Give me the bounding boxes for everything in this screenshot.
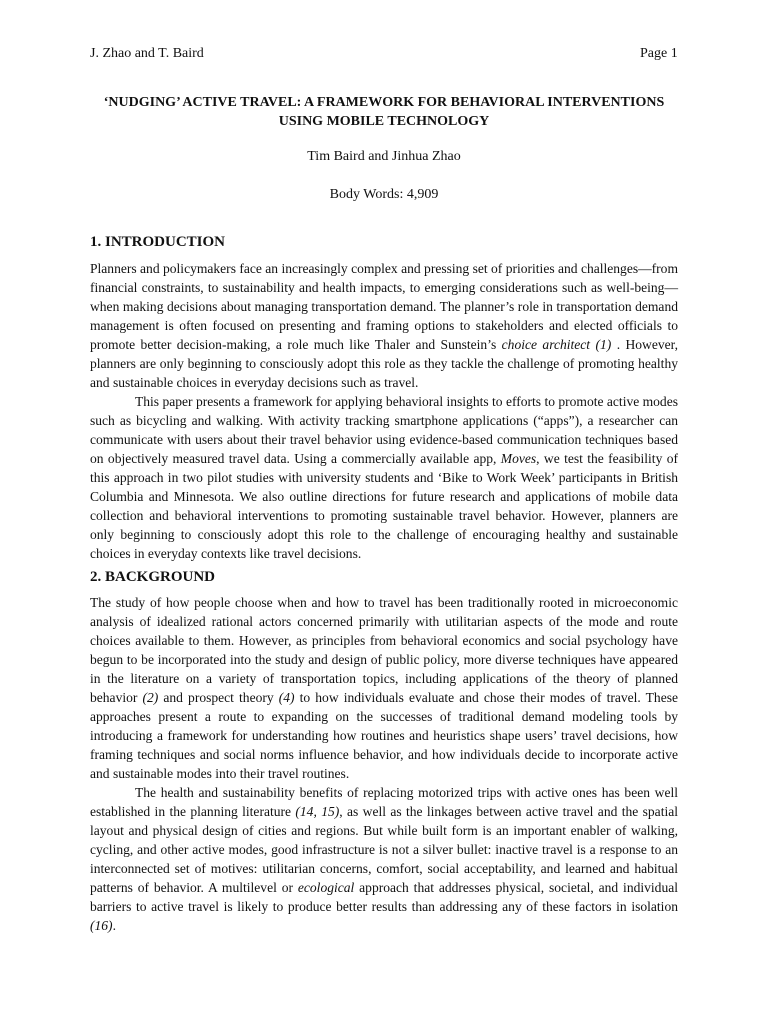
running-header-authors: J. Zhao and T. Baird	[90, 46, 204, 61]
paper-title	[90, 93, 678, 131]
intro-paragraph-2: This paper presents a framework for applying behavioral insights to efforts to promote active modes such as bicycling and walking. With activity tracking smartphone applications (“apps”), a researcher can communicate with users about their travel behavior using evidence-based communication techniques based on objectively measured travel data. Using a commercially available app, Moves, we test the feasibility of this approach in two pilot studies with university students and ‘Bike to Work Week’ participants in British Columbia and Minnesota. We also outline directions for future research and applications of mobile data collection and behavioral interventions to promoting sustainable travel behavior. However, planners are only beginning to consciously adopt this role to the challenge of encouraging healthy and sustainable choices in everyday contexts like travel decisions.	[90, 394, 678, 561]
title-line-1: ‘NUDGING’ ACTIVE TRAVEL: A FRAMEWORK FOR BEHAVIORAL INTERVENTIONS	[103, 95, 665, 110]
section-heading-background: 2. BACKGROUND	[90, 569, 216, 585]
background-paragraph-2: The health and sustainability benefits of replacing motorized trips with active ones has been well established in the planning literature (14, 15), as well as the linkages between active travel and the spatial layout and physical design of cities and regions. But while built form is an important enabler of walking, cycling, and other active modes, good infrastructure is not a silver bullet: inactive travel is a response to an interconnected set of motives: utilitarian concerns, comfort, social acceptability, and learned and habitual patterns of behavior. A multilevel or ecological approach that addresses physical, societal, and individual barriers to active travel is likely to produce better results than addressing any of these factors in isolation (16).	[90, 785, 679, 933]
author-list: Tim Baird and Jinhua Zhao	[307, 149, 461, 164]
intro-paragraph-1: Planners and policymakers face an increasingly complex and pressing set of priorities and challenges—from financial constraints, to sustainability and health impacts, to emerging considerations such as well-being—when making decisions about managing transportation demand. The planner’s role in transportation demand management is often focused on presenting and framing options to stakeholders and elected officials to promote better decision-making, a role much like Thaler and Sunstein’s choice architect (1) . However, planners are only beginning to consciously adopt this role as they tackle the challenge of promoting healthy and sustainable choices in everyday decisions such as travel.	[90, 261, 678, 390]
title-line-2: USING MOBILE TECHNOLOGY	[278, 114, 490, 129]
introduction-body	[90, 259, 678, 563]
background-paragraph-1: The study of how people choose when and how to travel has been traditionally rooted in microeconomic analysis of idealized rational actors concerned primarily with utilitarian aspects of the mode and route choices available to them. However, as principles from behavioral economics and social psychology have begun to be incorporated into the study and design of public policy, more diverse techniques have appeared in the literature on a variety of transportation topics, including applications of the theory of planned behavior (2) and prospect theory (4) to how individuals evaluate and chose their modes of travel. These approaches present a route to expanding on the successes of traditional demand modeling tools by introducing a framework for understanding how routines and heuristics shape users’ travel decisions, how framing techniques and social norms influence behavior, and how individuals decide to incorporate active and sustainable modes into their travel routines.	[90, 595, 679, 781]
word-count: Body Words: 4,909	[329, 187, 439, 202]
background-body	[90, 593, 678, 935]
section-heading-introduction: 1. INTRODUCTION	[90, 234, 226, 250]
page-number: Page 1	[640, 46, 678, 61]
